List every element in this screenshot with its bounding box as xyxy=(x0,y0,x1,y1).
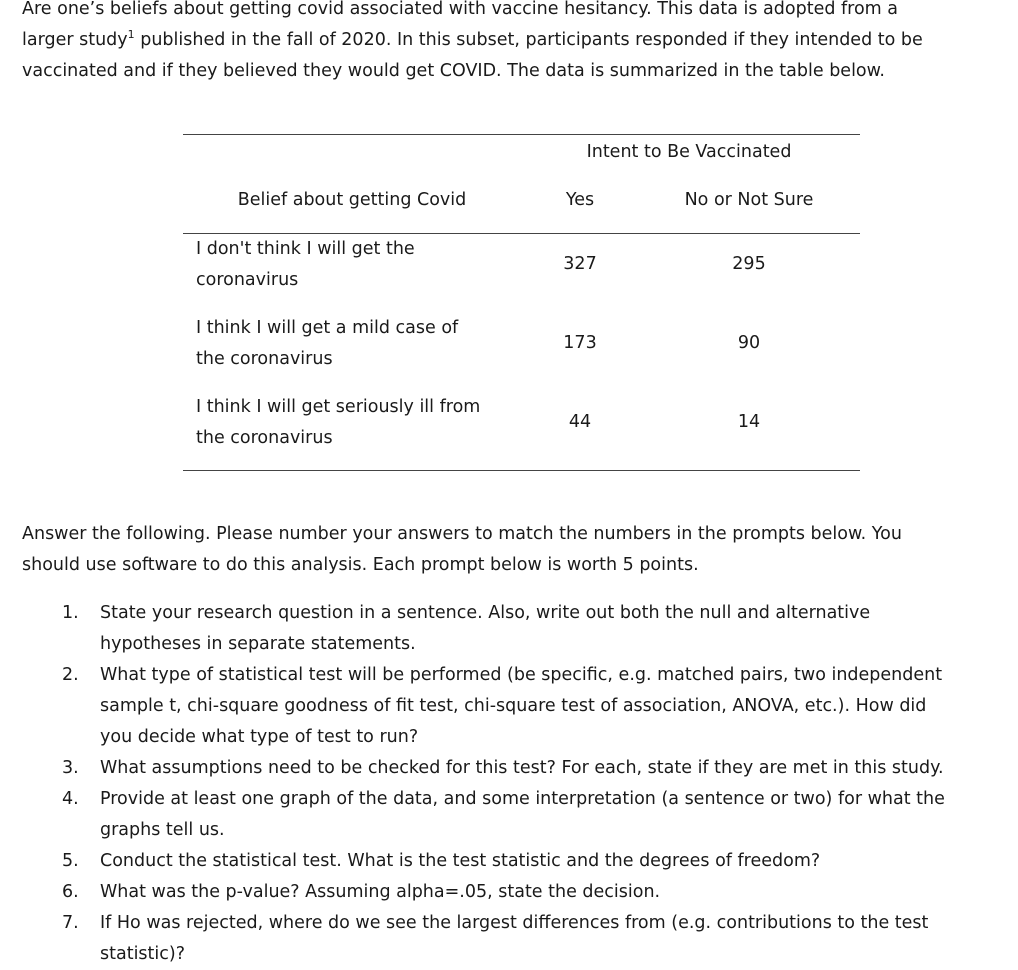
list-item xyxy=(62,846,1012,877)
col-header-yes: Yes xyxy=(565,190,595,210)
prompt-number: 4. xyxy=(62,789,79,809)
instructions-line: should use software to do this analysis. Each prompt below is worth 5 points. xyxy=(22,555,699,575)
cell-yes: 327 xyxy=(563,254,597,274)
prompt-text: What type of statistical test will be performed (be specific, e.g. matched pairs, two independent xyxy=(100,665,943,685)
list-item xyxy=(62,660,1012,753)
col-header-no: No or Not Sure xyxy=(684,190,814,210)
prompt-text: If Ho was rejected, where do we see the largest differences from (e.g. contributions to the test xyxy=(100,913,929,933)
row-label: the coronavirus xyxy=(196,428,333,448)
list-item xyxy=(62,877,1012,908)
prompt-number: 1. xyxy=(62,603,79,623)
list-item xyxy=(62,784,1012,846)
cell-no: 90 xyxy=(737,333,761,353)
instructions-line: Answer the following. Please number your answers to match the numbers in the prompts below. You xyxy=(22,524,902,544)
cell-yes: 173 xyxy=(563,333,597,353)
cell-no: 295 xyxy=(732,254,766,274)
row-header: Belief about getting Covid xyxy=(237,190,467,210)
prompt-text: State your research question in a sentence. Also, write out both the null and alternative xyxy=(100,603,871,623)
intro-text: larger study xyxy=(22,30,128,50)
intro-line: Are one’s beliefs about getting covid associated with vaccine hesitancy. This data is adopted from a xyxy=(22,0,899,19)
row-label: I think I will get seriously ill from xyxy=(196,397,481,417)
prompt-number: 2. xyxy=(62,665,79,685)
prompt-text: What was the p-value? Assuming alpha=.05, state the decision. xyxy=(100,882,661,902)
list-item xyxy=(62,598,1012,660)
instructions-paragraph xyxy=(22,519,1012,581)
list-item xyxy=(62,753,1012,784)
prompt-text: Provide at least one graph of the data, and some interpretation (a sentence or two) for what the xyxy=(100,789,945,809)
row-label: the coronavirus xyxy=(196,349,333,369)
row-label: I think I will get a mild case of xyxy=(196,318,459,338)
prompt-text: graphs tell us. xyxy=(100,820,225,840)
table-top-rule xyxy=(183,134,860,135)
intro-paragraph xyxy=(22,0,1012,93)
prompt-number: 3. xyxy=(62,758,79,778)
table-bottom-rule xyxy=(183,470,860,471)
prompt-text: Conduct the statistical test. What is the test statistic and the degrees of freedom? xyxy=(100,851,821,871)
row-label: I don't think I will get the xyxy=(196,239,415,259)
prompt-number: 5. xyxy=(62,851,79,871)
prompt-text: you decide what type of test to run? xyxy=(100,727,419,747)
cell-yes: 44 xyxy=(568,412,592,432)
prompt-number: 7. xyxy=(62,913,79,933)
prompt-list xyxy=(62,598,1012,970)
cell-no: 14 xyxy=(737,412,761,432)
prompt-text: What assumptions need to be checked for this test? For each, state if they are met in this study. xyxy=(100,758,944,778)
prompt-number: 6. xyxy=(62,882,79,902)
group-header: Intent to Be Vaccinated xyxy=(586,142,792,162)
intro-line xyxy=(22,25,1012,56)
prompt-text: statistic)? xyxy=(100,944,186,964)
list-item xyxy=(62,908,1012,970)
intro-text: published in the fall of 2020. In this subset, participants responded if they intended to be xyxy=(134,30,923,50)
prompt-text: sample t, chi-square goodness of fit test, chi-square test of association, ANOVA, etc.). How did xyxy=(100,696,927,716)
footnote-marker: 1 xyxy=(127,28,135,42)
prompt-text: hypotheses in separate statements. xyxy=(100,634,416,654)
intro-line: vaccinated and if they believed they would get COVID. The data is summarized in the table below. xyxy=(22,61,885,81)
row-label: coronavirus xyxy=(196,270,299,290)
